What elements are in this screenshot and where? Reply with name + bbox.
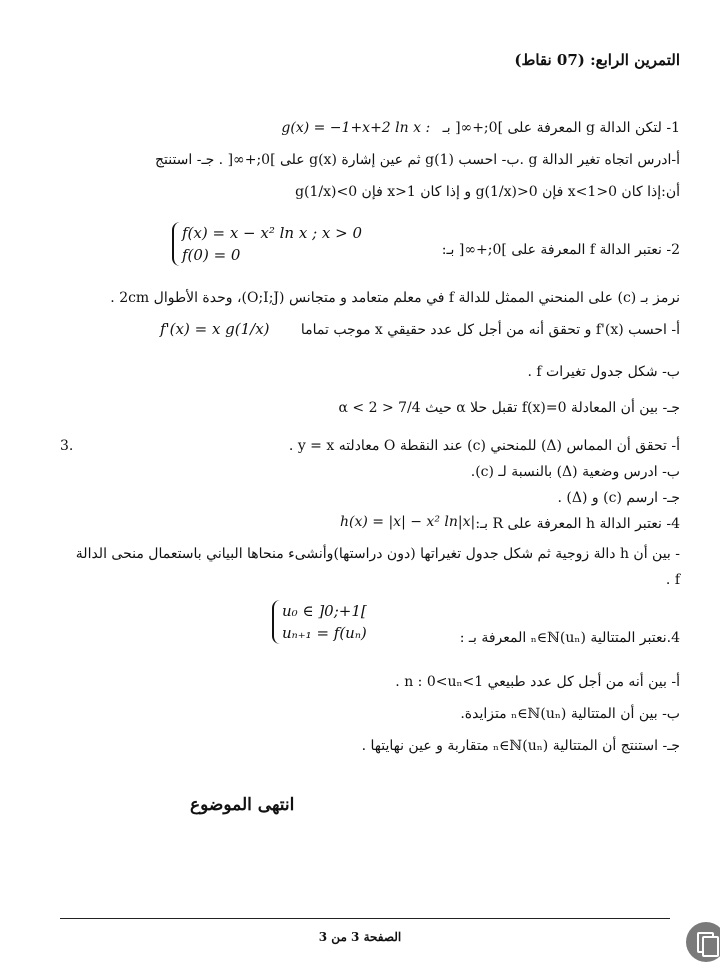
q5-system-line1: u₀ ∈ ]0;+1[ <box>282 602 367 620</box>
q2-system <box>172 222 362 266</box>
q5-intro: 4.نعتبر المتتالية (uₙ)ₙ∈ℕ المعرفة بـ : <box>459 630 680 646</box>
q2-a: أ- احسب f'(x) و تحقق أنه من أجل كل عدد حقيقي x موجب تماما <box>300 322 680 338</box>
exercise-title: التمرين الرابع: (07 نقاط) <box>514 51 680 69</box>
q2-repere: نرمز بـ (c) على المنحني الممثل للدالة f في معلم متعامد و متجانس (O;I;J)، وحدة الأطوال 2cm . <box>110 290 680 306</box>
q2-c: جـ- بين أن المعادلة f(x)=0 تقبل حلا α حيث 7/4 < α < 2 <box>338 400 680 416</box>
q1-line2: أ-ادرس اتجاه تغير الدالة g .ب- احسب g(1) ثم عين إشارة g(x) على ]0;+∞[ . جـ- استنتج <box>154 152 680 168</box>
q3-b: ب- ادرس وضعية (Δ) بالنسبة لـ (c). <box>470 464 680 480</box>
q2-system-line1: f(x) = x − x² ln x ; x > 0 <box>182 224 363 242</box>
q2-intro: 2- نعتبر الدالة f المعرفة على ]0;+∞[ بـ: <box>441 242 680 258</box>
page-number: الصفحة 3 من 3 <box>318 930 402 944</box>
copy-button[interactable] <box>686 922 720 962</box>
q4-line2: - بين أن h دالة زوجية ثم شكل جدول تغيراتها (دون دراستها)وأنشىء منحاها البياني باستعمال منحى الدالة <box>75 546 680 562</box>
q5-system <box>272 600 367 644</box>
q4-h-formula: h(x) = |x| − x² ln|x| <box>340 514 476 530</box>
q1-intro-text: 1- لتكن الدالة g المعرفة على ]0;+∞[ بـ <box>442 120 680 136</box>
q3-a: أ- تحقق أن المماس (Δ) للمنحني (c) عند النقطة O معادلته y = x . <box>288 438 680 454</box>
q1-line3: أن:إذا كان 0<x<1 فإن g(1/x)>0 و إذا كان x>1 فإن g(1/x)<0 <box>295 184 680 200</box>
q3-number: 3. <box>60 438 74 454</box>
q5-a: أ- بين أنه من أجل كل عدد طبيعي n : 0<uₙ<1 . <box>395 674 680 690</box>
q1-g-formula: g(x) = −1+x+2 ln x : <box>281 120 431 136</box>
q2-system-line2: f(0) = 0 <box>182 246 241 264</box>
q5-b: ب- بين أن المتتالية (uₙ)ₙ∈ℕ متزايدة. <box>460 706 680 722</box>
q5-system-line2: uₙ₊₁ = f(uₙ) <box>282 624 367 642</box>
copy-icon-front <box>702 936 719 957</box>
q1-line1 <box>40 118 680 138</box>
q3-c: جـ- ارسم (c) و (Δ) . <box>557 490 680 506</box>
end-of-subject: انتهى الموضوع <box>190 795 295 815</box>
q5-c: جـ- استنتج أن المتتالية (uₙ)ₙ∈ℕ متقاربة و عين نهايتها . <box>361 738 680 754</box>
q4-intro: 4- نعتبر الدالة h المعرفة على R بـ: <box>475 516 680 532</box>
q4-line3: f . <box>665 572 680 588</box>
q2-b: ب- شكل جدول تغيرات f . <box>527 364 680 380</box>
q2-a-formula: f'(x) = x g(1/x) <box>160 320 270 338</box>
q3-a-row <box>40 436 680 456</box>
footer-divider <box>60 918 670 919</box>
